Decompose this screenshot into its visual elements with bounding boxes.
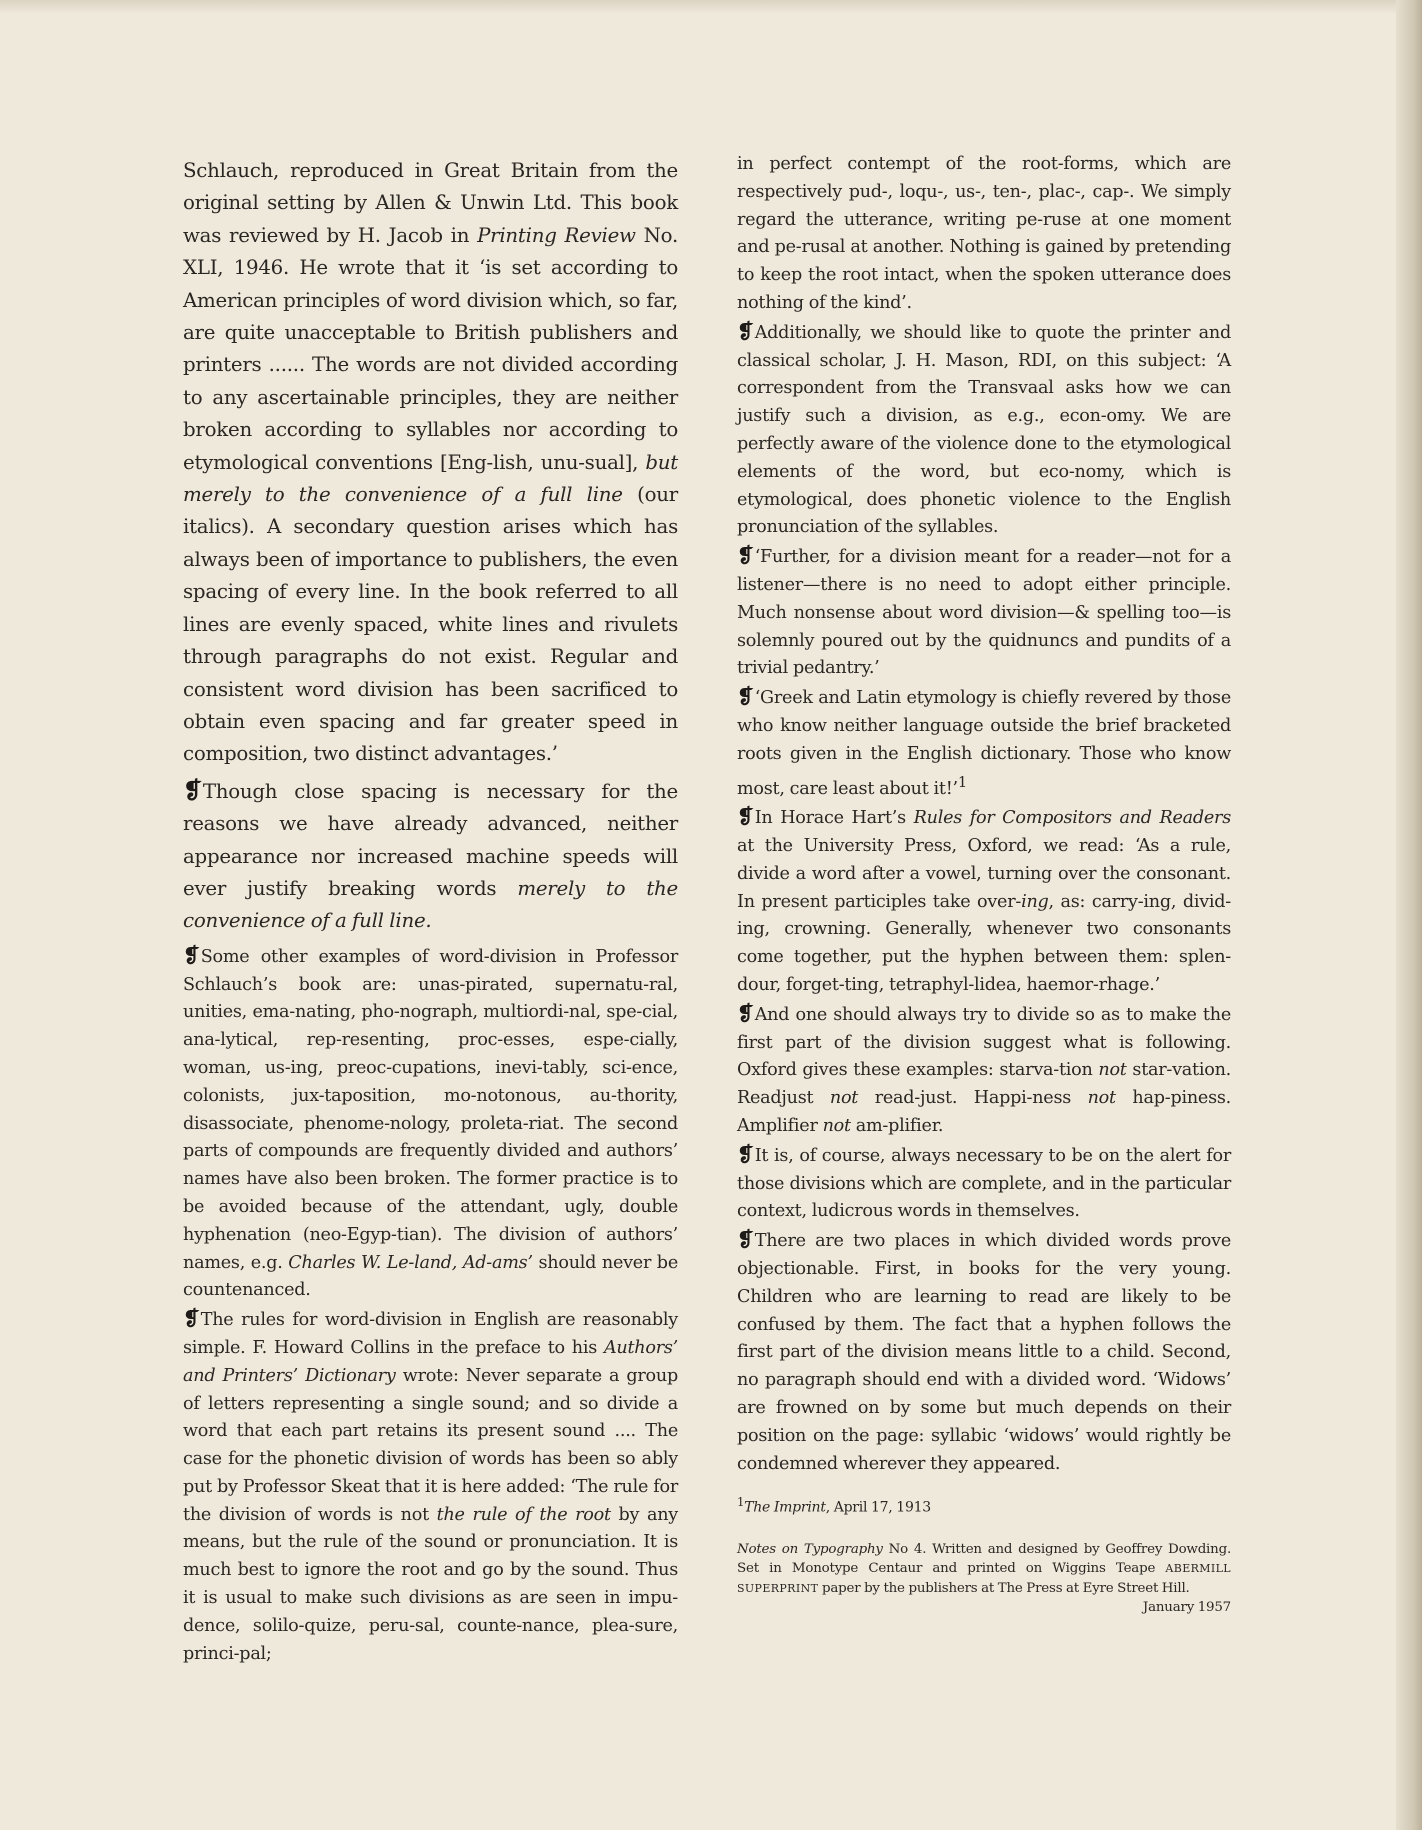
text-run: And one should always try to divide so as to make the first part of the division suggest what is following. Oxford gives these examples: starva-tion	[737, 1004, 1231, 1081]
italic-run: not	[822, 1115, 851, 1136]
paragraph	[737, 683, 1231, 803]
text-run: read-just. Happi-ness	[858, 1088, 1088, 1109]
paragraph	[183, 155, 678, 771]
pilcrow-icon: ❡	[737, 684, 754, 709]
text-run: , as: carry-ing, divid-ing, crowning. Generally, whenever two consonants come together, put the hyphen between them: splen-dour, forget-ting, tetraphyl-lidea, haemor-rhage.’	[737, 891, 1231, 995]
text-run: Though close spacing is necessary for the reasons we have already advanced, neither appearance nor increased machine speeds will ever justify breaking words	[183, 779, 678, 900]
text-run: Some other examples of word-division in Professor Schlauch’s book are: unas-pirated, supernatu-ral, unities, ema-nating, pho-nograph, multiordi-nal, spe-cial, ana-lytical, rep-resenting, proc-esses, espe-cially, woman, us-ing, preoc-cupations, inevi-tably, sci-ence, colonists, jux-taposition, mo-notonous, au-thority, disassociate, phenome-nology, proleta-riat. The second parts of compounds are frequently divided and authors’ names have also been broken. The former practice is to be avoided because of the attendant, ugly, double hyphenation (neo-Egyp-tian). The division of authors’ names, e.g.	[183, 946, 678, 1273]
text-run: ‘Greek and Latin etymology is chiefly revered by those who know neither language outside the brief bracketed roots given in the English dictionary. Those who know most, care least about it!’	[737, 688, 1231, 799]
pilcrow-icon: ❡	[183, 1306, 200, 1331]
paragraph	[183, 1305, 678, 1668]
pilcrow-icon: ❡	[183, 942, 200, 967]
italic-run: Authors’ and Printers’ Dictionary	[183, 1337, 678, 1386]
pilcrow-icon: ❡	[737, 1000, 754, 1025]
paragraph	[737, 1000, 1231, 1141]
italic-run: Charles W. Le-land, Ad-ams’	[288, 1252, 533, 1273]
text-run: Schlauch, reproduced in Great Britain from the original setting by Allen & Unwin Ltd. This book was reviewed by H. Jacob in	[183, 159, 678, 247]
text-run: by any means, but the rule of the sound or pronunciation. It is much best to ignore the root and go by the sound. Thus it is usual to make such divisions as are seen in impu-dence, solilo-quize, peru-sal, counte-nance, plea-sure, princi-pal;	[183, 1504, 678, 1664]
text-run: ‘Further, for a division meant for a reader—not for a listener—there is no need to adopt either principle. Much nonsense about word division—& spelling too—is solemnly poured out by the quidnuncs and pundits of a trivial pedantry.’	[737, 547, 1231, 679]
footnote	[737, 1492, 1231, 1518]
pilcrow-icon: ❡	[737, 1227, 754, 1252]
paragraph	[183, 942, 678, 1305]
text-run: No 4. Written and designed by Geoffrey Dowding. Set in Monotype Centaur and printed on Wiggins Teape	[737, 1541, 1231, 1577]
text-run: In Horace Hart’s	[754, 808, 914, 829]
pilcrow-icon: ❡	[183, 777, 202, 804]
text-run: am-plifier.	[850, 1115, 944, 1136]
colophon-date: January 1957	[1142, 1600, 1231, 1616]
small-caps-run: ABERMILL SUPERPRINT	[737, 1562, 1231, 1595]
italic-run: merely to the convenience of a full line.	[183, 876, 678, 933]
paragraph	[183, 775, 678, 938]
italic-run: not	[1087, 1088, 1116, 1109]
text-run: (our italics). A secondary question arises which has always been of importance to publishers, the even spacing of every line. In the book referred to all lines are evenly spaced, white lines and rivulets through paragraphs do not exist. Regular and consistent word division has been sacrificed to obtain even spacing and far greater speed in composition, two distinct advantages.’	[183, 483, 678, 766]
text-run: There are two places in which divided words prove objectionable. First, in books for the very young. Children who are learning to read are likely to be confused by them. The fact that a hyphen follows the first part of the division means little to a child. Second, no paragraph should end with a divided word. ‘Widows’ are frowned on by some but much depends on their position on the page: syllabic ‘widows’ would rightly be condemned wherever they appeared.	[737, 1231, 1231, 1474]
text-run: The rules for word-division in English are reasonably simple. F. Howard Collins in the preface to his	[183, 1310, 678, 1358]
footnote-mark: 1	[737, 1495, 745, 1510]
right-column	[737, 151, 1231, 1618]
pilcrow-icon: ❡	[737, 1141, 754, 1166]
italic-run: The Imprint	[744, 1499, 826, 1516]
pilcrow-icon: ❡	[737, 543, 754, 568]
italic-run: but merely to the convenience of a full line	[183, 450, 678, 507]
text-run: should never be countenanced.	[183, 1252, 678, 1301]
italic-run: Printing Review	[477, 223, 636, 247]
text-run: No. XLI, 1946. He wrote that it ‘is set according to American principles of word division which, so far, are quite unacceptable to British publishers and printers ...... The words are not divided according to any ascertainable principles, they are neither broken according to syllables nor according to etymological conventions [Eng-lish, unu-sual],	[183, 223, 678, 474]
text-run: at the University Press, Oxford, we read: ‘As a rule, divide a word after a vowel, turning over the consonant. In present participles take over-	[737, 835, 1231, 912]
left-column	[183, 155, 678, 1668]
text-run: wrote: Never separate a group of letters representing a single sound; and so divide a word that each part retains its present sound .... The case for the phonetic division of words has been so ably put by Professor Skeat that it is here added: ‘The rule for the division of words is not	[183, 1365, 678, 1525]
footnote-ref: 1	[957, 773, 967, 791]
italic-run: Notes on Typography	[737, 1541, 883, 1557]
text-run: hap-piness. Amplifier	[737, 1088, 1231, 1136]
italic-run: Rules for Compositors and Readers	[913, 808, 1231, 829]
text-run: paper by the publishers at The Press at Eyre Street Hill.	[818, 1580, 1190, 1596]
paragraph	[737, 1141, 1231, 1226]
italic-run: the rule of the root	[436, 1504, 611, 1525]
page-top-shadow	[0, 0, 1422, 14]
italic-run: ing	[1021, 891, 1049, 912]
text-run: in perfect contempt of the root-forms, which are respectively pud-, loqu-, us-, ten-, plac-, cap-. We simply regard the utterance, writing pe-ruse at one moment and pe-rusal at another. Nothing is gained by pretending to keep the root intact, when the spoken utterance does nothing of the kind’.	[737, 154, 1231, 313]
text-run: star-vation. Readjust	[737, 1060, 1232, 1109]
page-edge-shadow	[1396, 0, 1422, 1830]
pilcrow-icon: ❡	[737, 804, 754, 829]
paragraph	[737, 1226, 1231, 1478]
text-run: It is, of course, always necessary to be on the alert for those divisions which are complete, and in the particular context, ludicrous words in themselves.	[737, 1145, 1231, 1222]
colophon	[737, 1540, 1231, 1616]
paragraph	[737, 151, 1231, 318]
pilcrow-icon: ❡	[737, 318, 754, 343]
italic-run: not	[829, 1088, 859, 1109]
text-run: Additionally, we should like to quote the printer and classical scholar, J. H. Mason, RDI, on this subject: ‘A correspondent from the Transvaal asks how we can justify such a division, as e.g., econ-omy. We are perfectly aware of the violence done to the etymological elements of the word, but eco-nomy, which is etymological, does phonetic violence to the English pronunciation of the syllables.	[737, 322, 1231, 538]
paragraph	[737, 318, 1231, 542]
text-run: , April 17, 1913	[825, 1499, 931, 1516]
paragraph	[737, 542, 1231, 683]
paragraph	[737, 803, 1231, 1000]
italic-run: not	[1098, 1060, 1127, 1081]
